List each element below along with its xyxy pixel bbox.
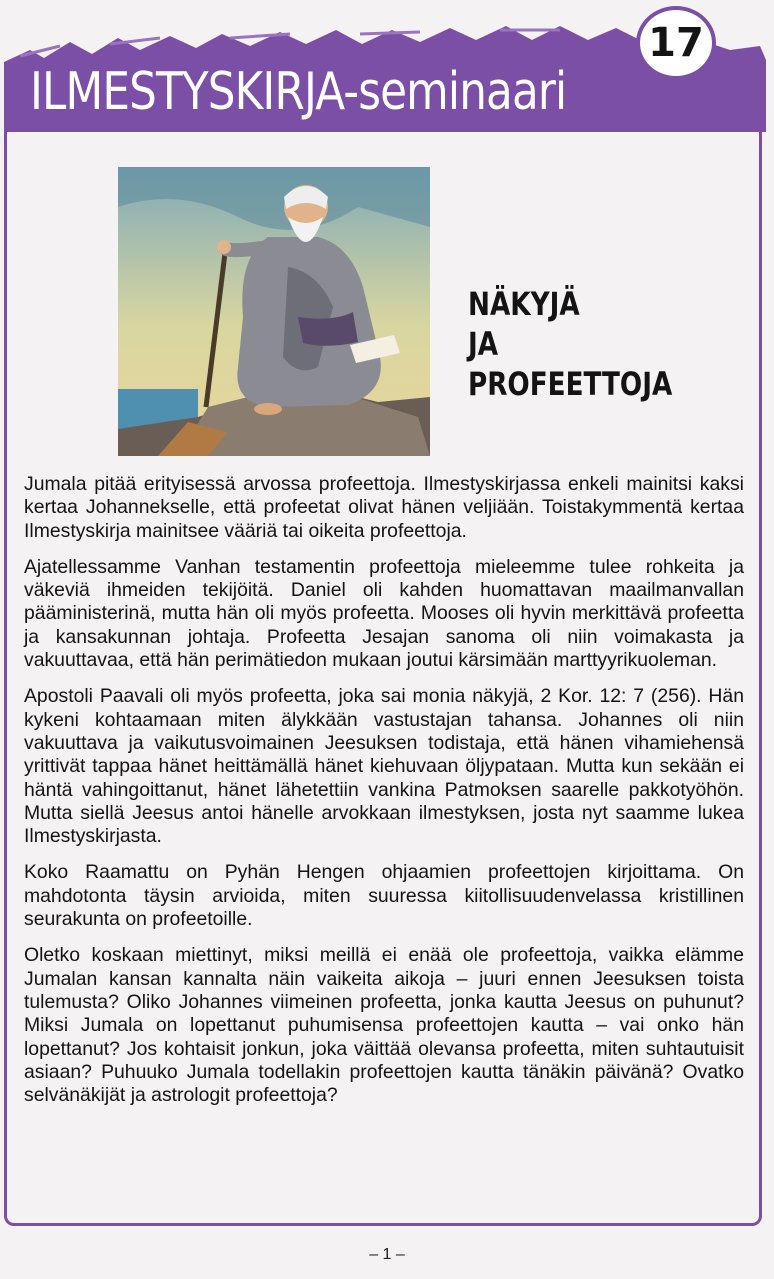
article-body [24,473,744,1120]
prophet-illustration [118,167,430,456]
headline-line-1: NÄKYJÄ [468,285,580,323]
page-number: – 1 – [369,1246,405,1263]
paragraph: Koko Raamattu on Pyhän Hengen ohjaamien profeettojen kirjoittama. On mahdotonta täysin arvioida, miten suuressa kiitollisuudenvelassa kristillinen seurakunta on profeetoille. [24,861,744,931]
headline-line-3: PROFEETTOJA [468,365,673,403]
paragraph: Ajatellessamme Vanhan testamentin profeettoja mieleemme tulee rohkeita ja väkeviä ihmeiden tekijöitä. Daniel oli kahden huomattavan maailmanvallan pääministerinä, mutta hän oli myös profeetta. Mooses oli hyvin merkittävä profeetta ja kansakunnan johtaja. Profeetta Jesajan sanoma oli niin voimakasta ja vakuuttavaa, että hän perimätiedon mukaan joutui kärsimään marttyyrikuoleman. [24,555,744,672]
paragraph: Oletko koskaan miettinyt, miksi meillä ei enää ole profeettoja, vaikka elämme Jumalan kansan kannalta näin vaikeita aikoja – juuri ennen Jeesuksen toista tulemusta? Oliko Johannes viimeinen profeetta, jonka kautta Jeesus on puhunut? Miksi Jumala on lopettanut puhumisensa profeettojen kautta – vai onko hän lopettanut? Jos kohtaisit jonkun, joka väittää olevansa profeetta, miten suhtautuisit asiaan? Puhuuko Jumala todellakin profeettojen kautta tänäkin päivänä? Ovatko selvänäkijät ja astrologit profeettoja? [24,944,744,1107]
article-headline [468,284,688,404]
series-title: ILMESTYSKIRJA-seminaari [30,62,567,122]
headline-line-2: JA [468,325,499,363]
paragraph: Jumala pitää erityisessä arvossa profeettoja. Ilmestyskirjassa enkeli mainitsi kaksi kertaa Johannekselle, että profeetat olivat hänen veljiään. Toistakymmentä kertaa Ilmestyskirja mainitsee vääriä tai oikeita profeettoja. [24,473,744,542]
issue-number-badge: 17 [636,6,716,80]
paragraph: Apostoli Paavali oli myös profeetta, joka sai monia näkyjä, 2 Kor. 12: 7 (256). Hän kykeni kohtaamaan miten älykkään vastustajan tahansa. Johannes oli niin vakuuttava ja vaikutusvoimainen Jeesuksen todistaja, että hänen vihamiehensä yrittivät tappaa hänet heittämällä hänet kiehuvaan öljypataan. Mutta kun sekään ei häntä vahingoittanut, hänet lähetettiin vankina Patmoksen saarelle pakkotyöhön. Mutta siellä Jeesus antoi hänelle arvokkaan ilmestyksen, josta nyt saamme lukea Ilmestyskirjasta. [24,685,744,848]
